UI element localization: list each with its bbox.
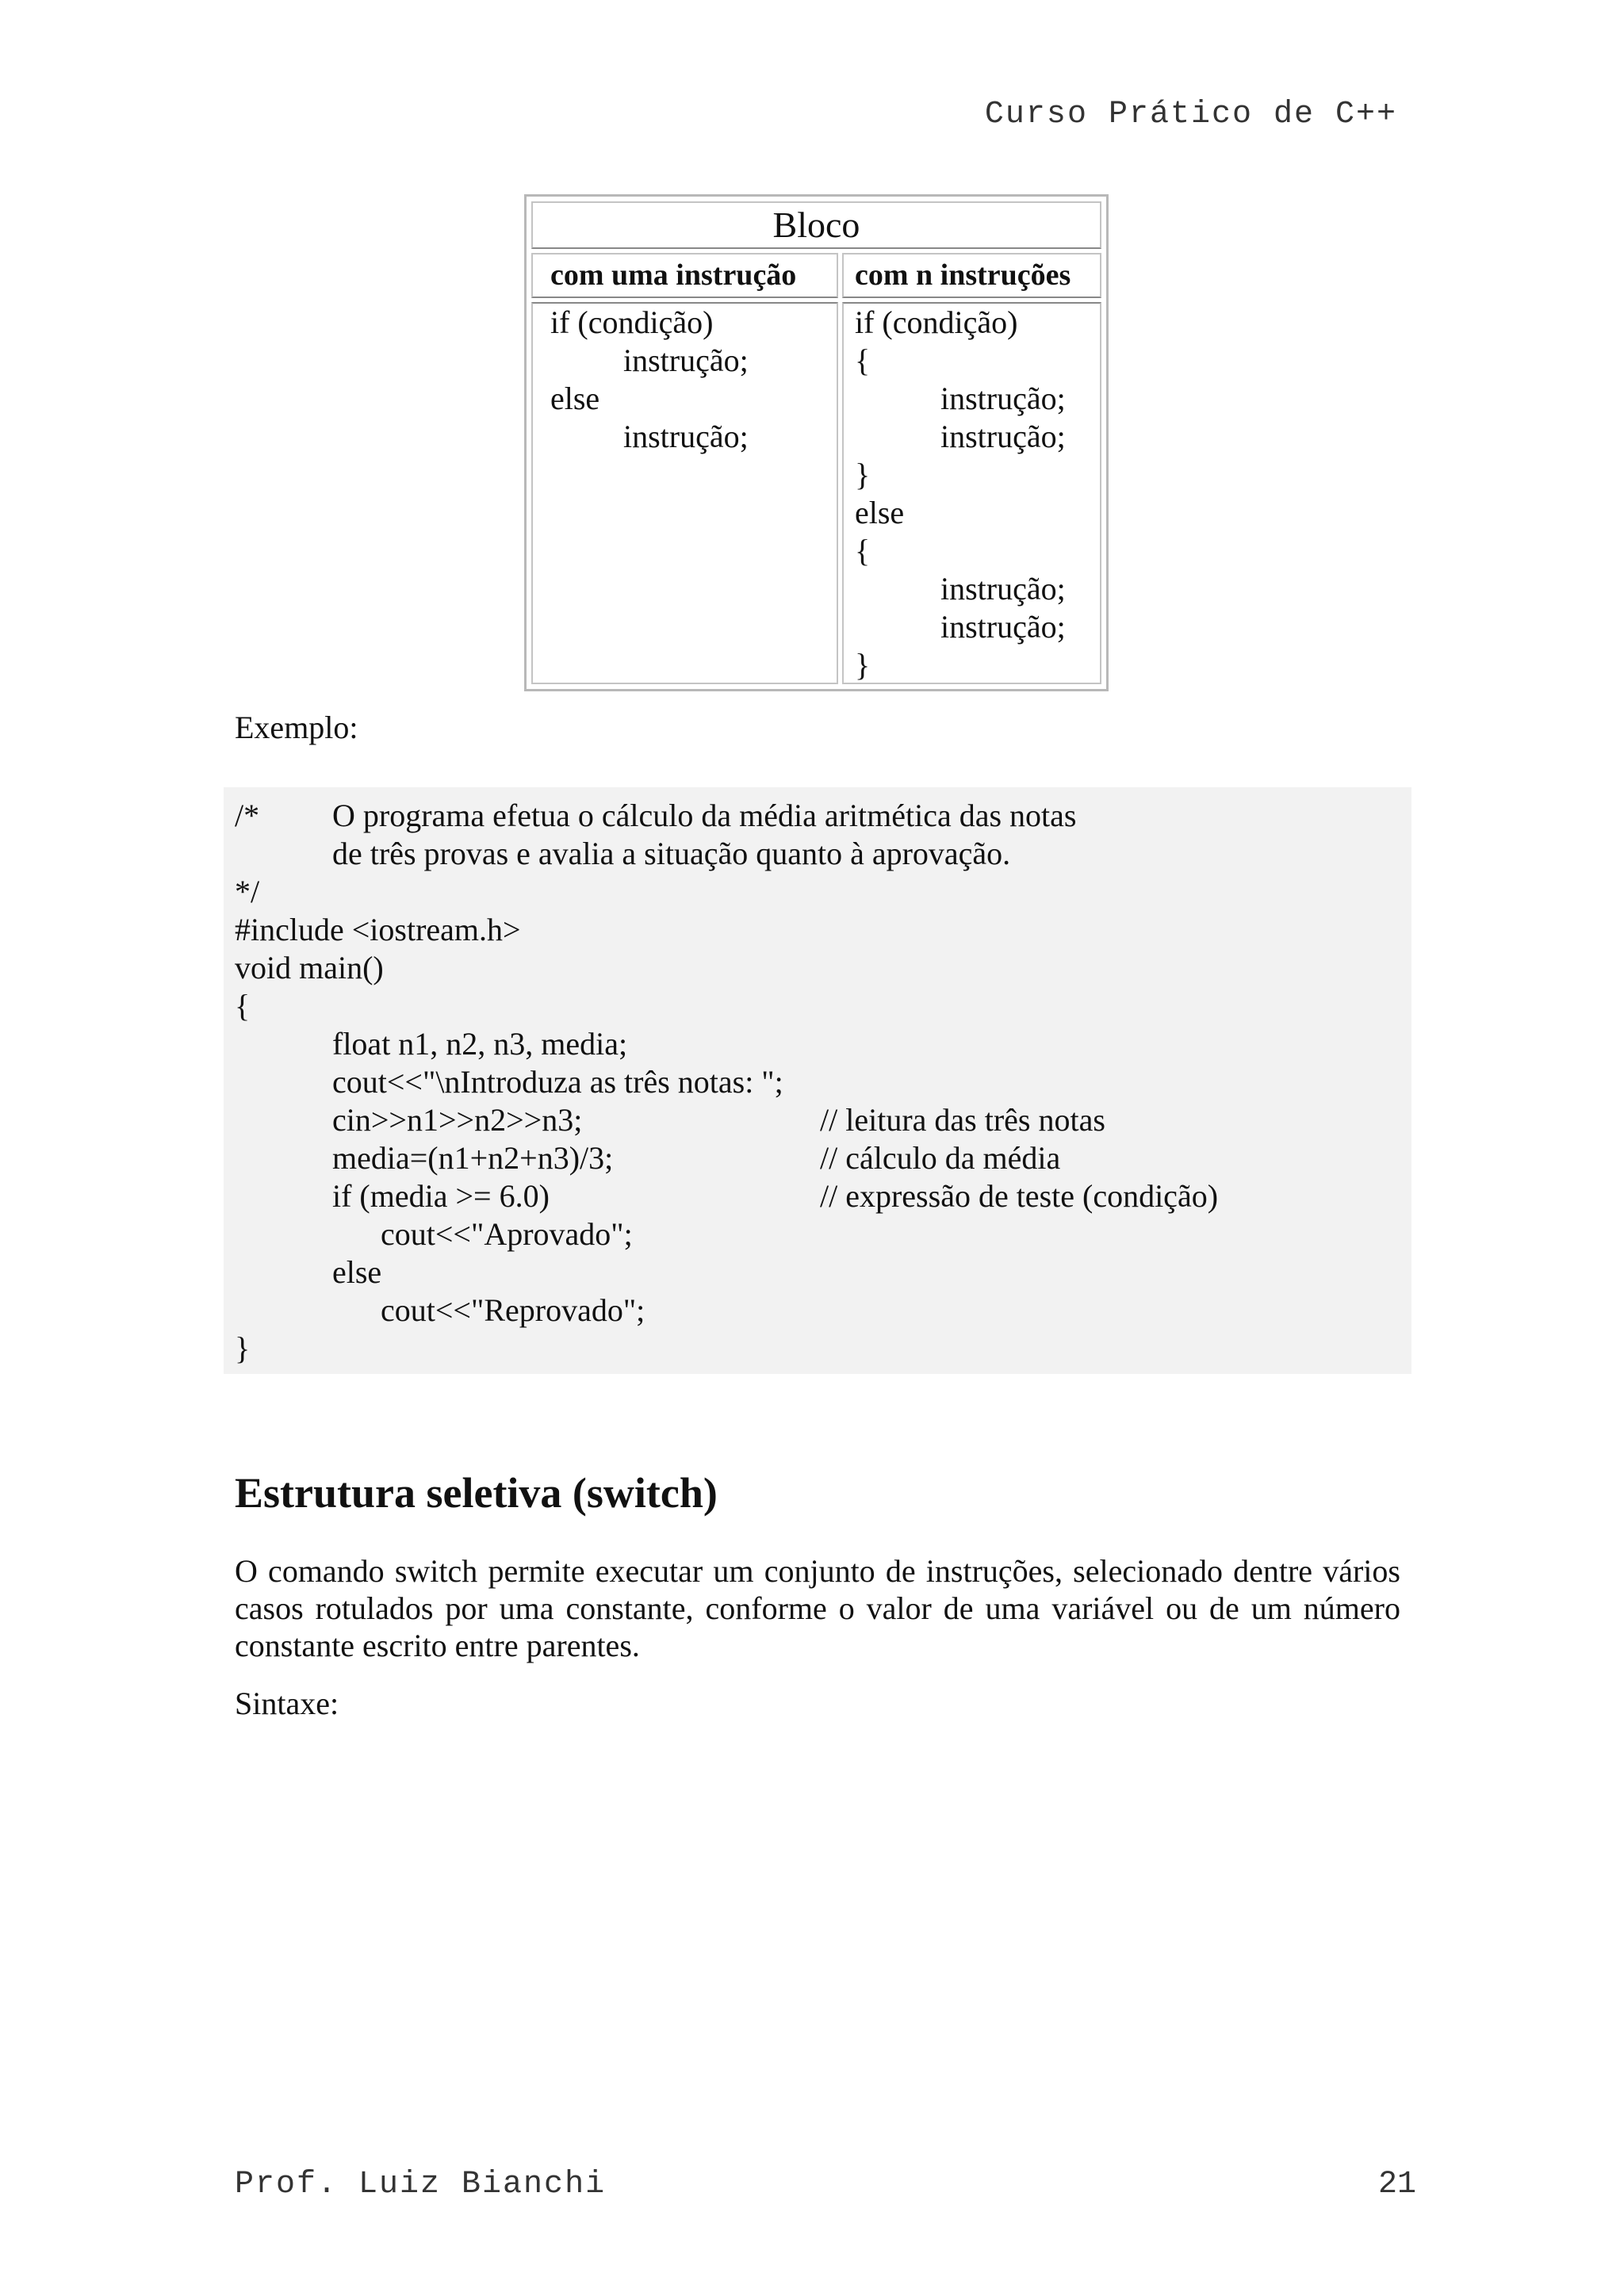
syntax-label: Sintaxe: [235,1686,339,1721]
code-line: cout<<"Reprovado"; [381,1292,645,1328]
code-line: de três provas e avalia a situação quanto à aprovação. [332,836,1011,871]
code-line: else [332,1254,382,1290]
code-line: } [855,647,871,683]
code-line: if (condição) [855,304,1018,340]
table-cell-multiple [842,302,1101,684]
code-comment: // expressão de teste (condição) [820,1178,1219,1214]
code-line: if (media >= 6.0) [332,1178,550,1214]
page-number: 21 [1378,2167,1417,2202]
column-heading-single: com uma instrução [531,253,838,298]
code-line: } [235,1330,251,1366]
code-line: instrução; [623,419,749,454]
code-line: if (condição) [550,304,714,340]
code-line: { [855,533,871,568]
code-line: */ [235,874,260,909]
code-comment: // cálculo da média [820,1140,1061,1176]
code-line: { [855,342,871,378]
code-line: else [550,381,600,416]
section-heading: Estrutura seletiva (switch) [235,1469,718,1517]
code-line: else [855,495,905,530]
code-line: { [235,988,251,1024]
running-header: Curso Prático de C++ [984,97,1397,132]
code-line: cout<<"Aprovado"; [381,1216,633,1252]
code-example [224,787,1411,1374]
column-heading-multiple: com n instruções [842,253,1101,298]
code-line: O programa efetua o cálculo da média aritmética das notas [332,798,1077,833]
code-line: cin>>n1>>n2>>n3; [332,1102,583,1138]
footer-author: Prof. Luiz Bianchi [235,2167,607,2202]
code-line: cout<<"\nIntroduza as três notas: "; [332,1064,783,1100]
code-line: } [855,457,871,492]
example-label: Exemplo: [235,710,358,745]
code-line: float n1, n2, n3, media; [332,1026,628,1062]
code-line: instrução; [940,571,1066,607]
code-line: instrução; [940,381,1066,416]
code-line: void main() [235,950,384,985]
code-line: #include <iostream.h> [235,912,521,947]
body-paragraph: O comando switch permite executar um conjunto de instruções, selecionado dentre vários casos rotulados por uma constante, conforme o valor de uma variável ou de um número constante escrito entre parentes. [235,1553,1400,1663]
table-cell-single [531,302,838,684]
code-line: /* [235,798,260,833]
code-comment: // leitura das três notas [820,1102,1105,1138]
code-line: instrução; [940,609,1066,645]
code-line: media=(n1+n2+n3)/3; [332,1140,614,1176]
code-line: instrução; [940,419,1066,454]
table-title: Bloco [531,201,1101,249]
syntax-table [524,194,1109,691]
code-line: instrução; [623,342,749,378]
